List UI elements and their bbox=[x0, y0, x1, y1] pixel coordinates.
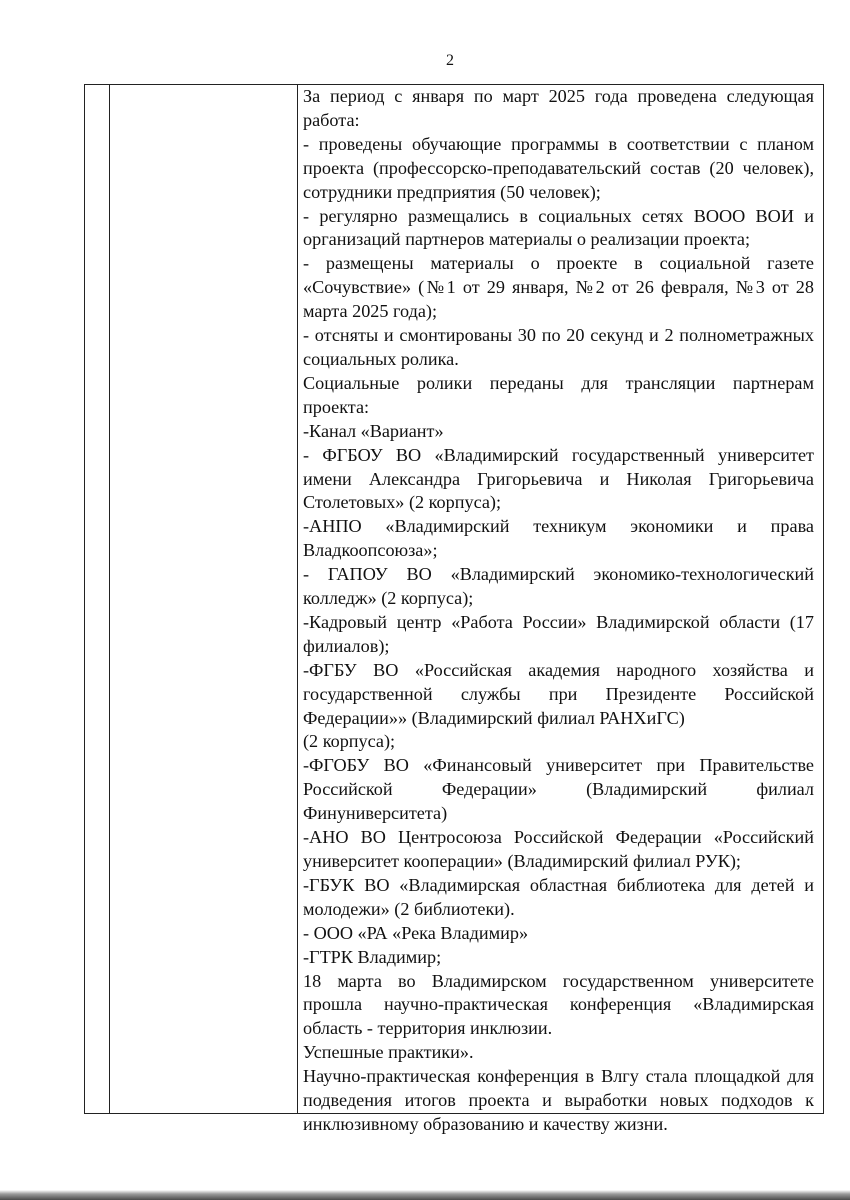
partner-item: -ФГОБУ ВО «Финансовый университет при Правительстве Российской Федерации» (Владимирский филиал Финуниверситета) bbox=[303, 755, 814, 824]
partner-item: -Канал «Вариант» bbox=[303, 420, 444, 441]
partner-item: - ООО «РА «Река Владимир» bbox=[303, 922, 529, 943]
column-divider-1 bbox=[109, 85, 110, 1113]
page-number: 2 bbox=[446, 52, 454, 69]
partner-item: -ГТРК Владимир; bbox=[303, 946, 442, 967]
partner-item: - ГАПОУ ВО «Владимирский экономико-технологический колледж» (2 корпуса); bbox=[303, 564, 814, 609]
report-text-cell bbox=[303, 85, 814, 1137]
paragraph-newspaper: - размещены материалы о проекте в социальной газете «Сочувствие» (№1 от 29 января, №2 от 26 февраля, №3 от 28 марта 2025 года); bbox=[303, 253, 814, 322]
column-divider-2 bbox=[297, 85, 298, 1113]
paragraph-videos: - отсняты и смонтированы 30 по 20 секунд и 2 полнометражных социальных ролика. bbox=[303, 325, 814, 369]
paragraph-conference-title-end: Успешные практики». bbox=[303, 1042, 474, 1063]
scan-bottom-edge bbox=[0, 1190, 850, 1200]
partner-item: -ГБУК ВО «Владимирская областная библиотека для детей и молодежи» (2 библиотеки). bbox=[303, 874, 814, 919]
paragraph-social-networks: - регулярно размещались в социальных сетях ВООО ВОИ и организаций партнеров материалы о реализации проекта; bbox=[303, 205, 814, 250]
partner-item: - ФГБОУ ВО «Владимирский государственный университет имени Александра Григорьевича и Николая Григорьевича Столетовых» (2 корпуса); bbox=[303, 444, 814, 513]
paragraph-conference-summary: Научно-практическая конференция в Влгу стала площадкой для подведения итогов проекта и выработки новых подходов к инклюзивному образованию и качеству жизни. bbox=[303, 1066, 814, 1134]
partner-item: -Кадровый центр «Работа России» Владимирской области (17 филиалов); bbox=[303, 611, 814, 656]
paragraph-training: - проведены обучающие программы в соответствии с планом проекта (профессорско-преподавательский состав (20 человек), сотрудники предприятия (50 человек); bbox=[303, 133, 814, 202]
paragraph-conference: 18 марта во Владимирском государственном университете прошла научно-практическая конференция «Владимирская область - территория инклюзии. bbox=[303, 970, 814, 1039]
paragraph-partners-intro: Социальные ролики переданы для трансляции партнерам проекта: bbox=[303, 372, 814, 417]
report-table bbox=[84, 84, 824, 1134]
partner-item: (2 корпуса); bbox=[303, 731, 396, 752]
paragraph-intro: За период с января по март 2025 года проведена следующая работа: bbox=[303, 86, 814, 130]
partner-item: -АНО ВО Центросоюза Российской Федерации «Российский университет кооперации» (Владимирский филиал РУК); bbox=[303, 827, 814, 871]
partner-item: -АНПО «Владимирский техникум экономики и права Владкоопсоюза»; bbox=[303, 516, 814, 561]
partner-item: -ФГБУ ВО «Российская академия народного хозяйства и государственной службы при Президенте Российской Федерации»» (Владимирский филиал РАНХиГС) bbox=[303, 659, 814, 728]
